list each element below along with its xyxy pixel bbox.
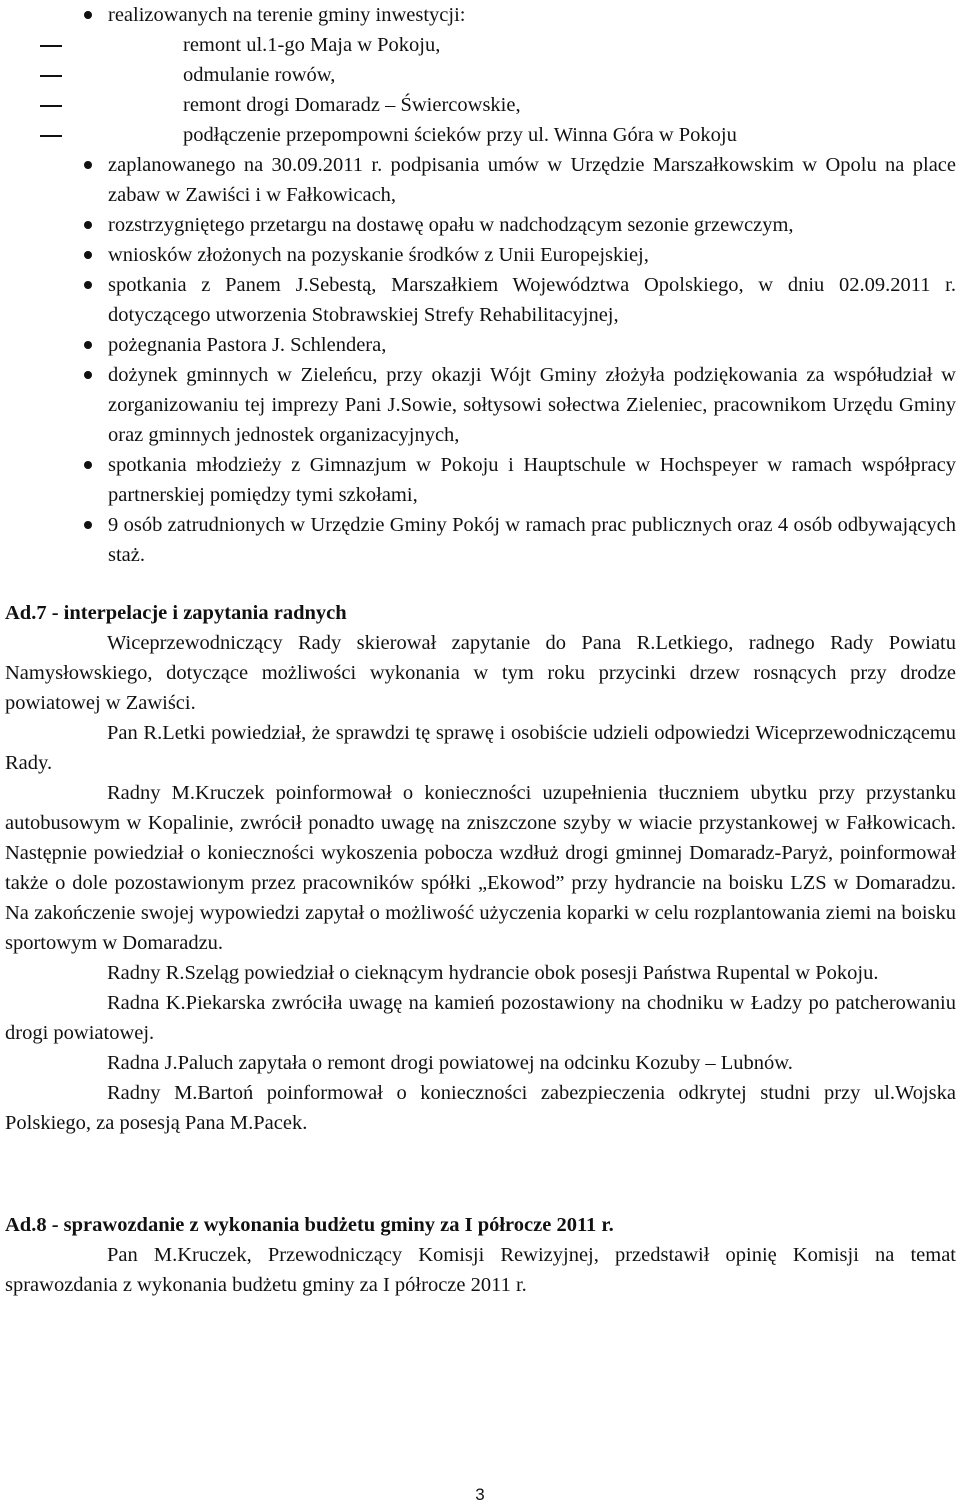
section-heading: Ad.8 - sprawozdanie z wykonania budżetu gminy za I półrocze 2011 r. xyxy=(5,1214,614,1236)
paragraph: Radny M.Kruczek poinformował o konieczności uzupełnienia tłuczniem ubytku przy przystanku autobusowym w Kopalinie, zwrócił ponadto uwagę na zniszczone szyby w wiacie przystankowej w Fałkowicach. Następnie powiedział o konieczności wykoszenia pobocza wzdłuż drogi gminnej Domaradz-Paryż, poinformował także o dole pozostawionym przez pracowników spółki „Ekowod” przy hydrancie na boisku LZS w Domaradzu. Na zakończenie swojej wypowiedzi zapytał o możliwość użyczenia koparki w celu rozplantowania ziemi na boisku sportowym w Domaradzu. xyxy=(5,782,956,954)
section-ad7 xyxy=(5,598,956,1138)
sub-list-item-text: remont ul.1-go Maja w Pokoju, xyxy=(183,34,441,56)
sub-list-item-text: podłączenie przepompowni ścieków przy ul. Winna Góra w Pokoju xyxy=(183,124,737,146)
section-ad8 xyxy=(5,1210,956,1300)
page-number: 3 xyxy=(475,1485,485,1504)
list-item xyxy=(108,330,956,360)
list-item-text: dożynek gminnych w Zieleńcu, przy okazji Wójt Gminy złożyła podziękowania za współudział w zorganizowaniu tej imprezy Pani J.Sowie, sołtysowi sołectwa Zieleniec, pracownikom Urzędu Gminy oraz gminnych jednostek organizacyjnych, xyxy=(108,364,956,446)
list-item xyxy=(108,210,956,240)
paragraph: Radny M.Bartoń poinformował o konieczności zabezpieczenia odkrytej studni przy ul.Wojska Polskiego, za posesją Pana M.Pacek. xyxy=(5,1082,956,1134)
list-item xyxy=(108,0,956,150)
list-item-text: pożegnania Pastora J. Schlendera, xyxy=(108,334,387,356)
bullet-list xyxy=(108,0,956,570)
list-item-text: spotkania młodzieży z Gimnazjum w Pokoju i Hauptschule w Hochspeyer w ramach współpracy partnerskiej pomiędzy tymi szkołami, xyxy=(108,454,956,506)
list-item-text: wniosków złożonych na pozyskanie środków z Unii Europejskiej, xyxy=(108,244,649,266)
paragraph: Radna J.Paluch zapytała o remont drogi powiatowej na odcinku Kozuby – Lubnów. xyxy=(107,1052,793,1074)
list-item xyxy=(108,240,956,270)
sub-list-item-text: remont drogi Domaradz – Świercowskie, xyxy=(183,94,521,116)
list-item xyxy=(108,360,956,450)
list-item xyxy=(108,270,956,330)
list-item-text: realizowanych na terenie gminy inwestycji: xyxy=(108,4,466,26)
paragraph: Pan M.Kruczek, Przewodniczący Komisji Rewizyjnej, przedstawił opinię Komisji na temat sprawozdania z wykonania budżetu gminy za I półrocze 2011 r. xyxy=(5,1244,956,1296)
section-heading: Ad.7 - interpelacje i zapytania radnych xyxy=(5,602,347,624)
paragraph: Radny R.Szeląg powiedział o cieknącym hydrancie obok posesji Państwa Rupental w Pokoju. xyxy=(107,962,879,984)
list-item xyxy=(108,510,956,570)
sub-list-item xyxy=(0,120,956,150)
paragraph: Pan R.Letki powiedział, że sprawdzi tę sprawę i osobiście udzieli odpowiedzi Wiceprzewodniczącemu Rady. xyxy=(5,722,956,774)
sub-list xyxy=(0,30,956,150)
paragraph: Radna K.Piekarska zwróciła uwagę na kamień pozostawiony na chodniku w Ładzy po patcherowaniu drogi powiatowej. xyxy=(5,992,956,1044)
list-item-text: zaplanowanego na 30.09.2011 r. podpisania umów w Urzędzie Marszałkowskim w Opolu na place zabaw w Zawiści i w Fałkowicach, xyxy=(108,154,956,206)
list-item xyxy=(108,150,956,210)
list-item-text: spotkania z Panem J.Sebestą, Marszałkiem Województwa Opolskiego, w dniu 02.09.2011 r. dotyczącego utworzenia Stobrawskiej Strefy Rehabilitacyjnej, xyxy=(108,274,956,326)
list-item-text: rozstrzygniętego przetargu na dostawę opału w nadchodzącym sezonie grzewczym, xyxy=(108,214,794,236)
paragraph: Wiceprzewodniczący Rady skierował zapytanie do Pana R.Letkiego, radnego Rady Powiatu Namysłowskiego, dotyczące możliwości wykonania w tym roku przycinki drzew rosnących przy drodze powiatowej w Zawiści. xyxy=(5,632,956,714)
sub-list-item xyxy=(0,30,956,60)
list-item xyxy=(108,450,956,510)
sub-list-item xyxy=(0,60,956,90)
list-item-text: 9 osób zatrudnionych w Urzędzie Gminy Pokój w ramach prac publicznych oraz 4 osób odbywających staż. xyxy=(108,514,956,566)
sub-list-item xyxy=(0,90,956,120)
sub-list-item-text: odmulanie rowów, xyxy=(183,64,336,86)
